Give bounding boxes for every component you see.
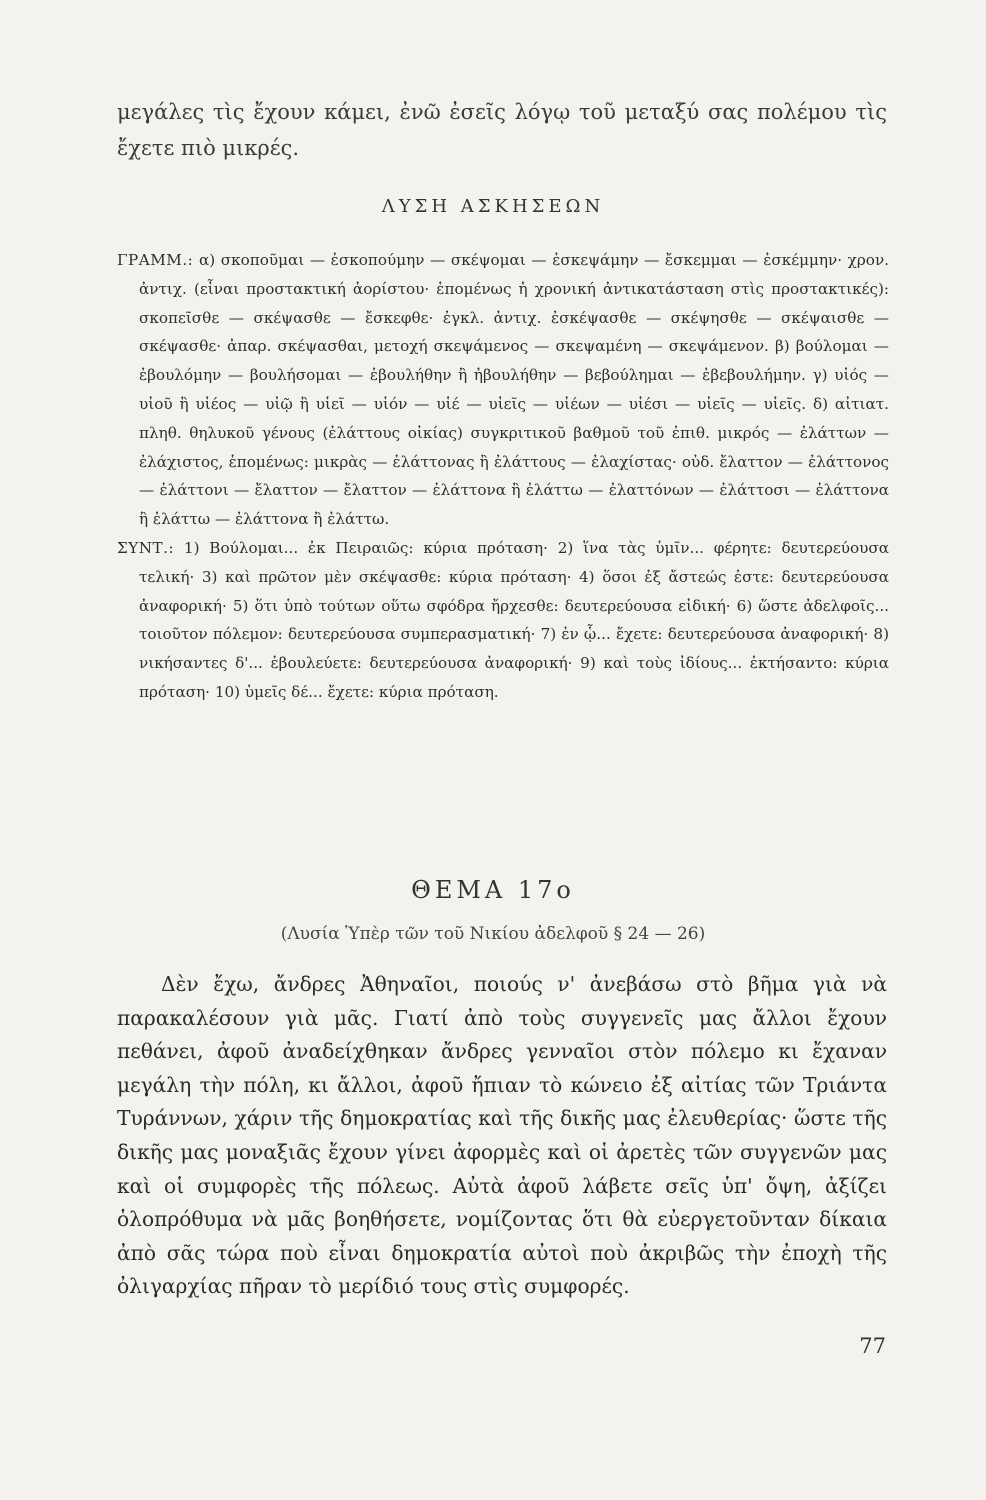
page-number: 77 [859,1334,886,1358]
syntax-solution [117,534,889,707]
translation-paragraph: Δὲν ἔχω, ἄνδρες Ἀθηναῖοι, ποιούς ν' ἀνεβάσω στὸ βῆμα γιὰ νὰ παρακαλέσουν γιὰ μᾶς. Γιατί ἀπὸ τοὺς συγγενεῖς μας ἄλλοι ἔχουν πεθάνει, ἀφοῦ ἀναδείχθηκαν ἄνδρες γενναῖοι στὸν πόλεμο κι ἔχαναν μεγάλη τὴν πόλη, κι ἄλλοι, ἀφοῦ ἤπιαν τὸ κώνειο ἐξ αἰτίας τῶν Τριάντα Τυράννων, χάριν τῆς δημοκρατίας καὶ τῆς δικῆς μας ἐλευθερίας· ὥστε τῆς δικῆς μας μοναξιᾶς ἔχουν γίνει ἀφορμὲς καὶ οἱ ἀρετὲς τῶν συγγενῶν μας καὶ οἱ συμφορὲς τῆς πόλεως. Αὐτὰ ἀφοῦ λάβετε σεῖς ὑπ' ὄψη, ἀξίζει ὁλοπρόθυμα νὰ μᾶς βοηθήσετε, νομίζοντας ὅτι θὰ εὐεργετοῦνταν δίκαια ἀπὸ σᾶς τώρα ποὺ εἶναι δημοκρατία αὐτοὶ ποὺ ἀκριβῶς τὴν ἐποχὴ τῆς ὀλιγαρχίας πῆραν τὸ μερίδιό τους στὶς συμφορές. [117,972,887,1299]
grammar-solution [117,246,889,534]
syntax-label: ΣΥΝΤ.: [117,538,175,557]
intro-paragraph: μεγάλες τὶς ἔχουν κάμει, ἐνῶ ἐσεῖς λόγῳ τοῦ μεταξύ σας πολέμου τὶς ἔχετε πιὸ μικρές. [117,100,887,160]
translation-section [117,968,887,1304]
solutions-heading: ΛΥΣΗ ΑΣΚΗΣΕΩΝ [381,196,605,217]
solutions-section [117,246,889,707]
syntax-text: 1) Βούλομαι... ἐκ Πειραιῶς: κύρια πρόταση· 2) ἵνα τὰς ὑμῖν... φέρητε: δευτερεύουσα τελική· 3) καὶ πρῶτον μὲν σκέψασθε: κύρια πρόταση· 4) ὅσοι ἐξ ἄστεώς ἐστε: δευτερεύουσα ἀναφορική· 5) ὅτι ὑπὸ τούτων οὕτω σφόδρα ἤρχεσθε: δευτερεύουσα εἰδική· 6) ὥστε ἀδελφοῖς... τοιοῦτον πόλεμον: δευτερεύουσα συμπερασματική· 7) ἐν ᾧ... ἔχετε: δευτερεύουσα ἀναφορική· 8) νικήσαντες δ'... ἐβουλεύετε: δευτερεύουσα ἀναφορική· 9) καὶ τοὺς ἰδίους... ἐκτήσαντο: κύρια πρόταση· 10) ὑμεῖς δέ... ἔχετε: κύρια πρόταση. [139,538,889,701]
theme-subtitle: (Λυσία Ὑπὲρ τῶν τοῦ Νικίου ἀδελφοῦ § 24 — 26) [280,924,706,944]
grammar-label: ΓΡΑΜΜ.: [117,251,194,269]
grammar-text: α) σκοποῦμαι — ἐσκοπούμην — σκέψομαι — ἐσκεψάμην — ἔσκεμμαι — ἐσκέμμην· χρον. ἀντιχ. (εἶναι προστακτική ἀορίστου· ἑπομένως ἡ χρονική ἀντικατάσταση στὶς προστακτικές): σκοπεῖσθε — σκέψασθε — ἔσκεφθε· ἐγκλ. ἀντιχ. ἐσκέψασθε — σκέψησθε — σκέψαισθε — σκέψασθε· ἀπαρ. σκέψασθαι, μετοχή σκεψάμενος — σκεψαμένη — σκεψάμενον. β) βούλομαι — ἐβουλόμην — βουλήσομαι — ἐβουλήθην ἢ ἠβουλήθην — βεβούλημαι — ἐβεβουλήμην. γ) υἱός — υἱοῦ ἢ υἱέος — υἱῷ ἢ υἱεῖ — υἱόν — υἱέ — υἱεῖς — υἱέων — υἱέσι — υἱεῖς — υἱεῖς. δ) αἰτιατ. πληθ. θηλυκοῦ γένους (ἐλάττους οἰκίας) συγκριτικοῦ βαθμοῦ τοῦ ἐπιθ. μικρός — ἐλάττων — ἐλάχιστος, ἑπομένως: μικρὰς — ἐλάττονας ἢ ἐλάττους — ἐλαχίστας· οὐδ. ἔλαττον — ἐλάττονος — ἐλάττονι — ἔλαττον — ἔλαττον — ἐλάττονα ἢ ἐλάττω — ἐλαττόνων — ἐλάττοσι — ἐλάττονα ἢ ἐλάττω — ἐλάττονα ἢ ἐλάττω. [139,251,890,529]
theme-title: ΘΕΜΑ 17ο [411,876,575,904]
